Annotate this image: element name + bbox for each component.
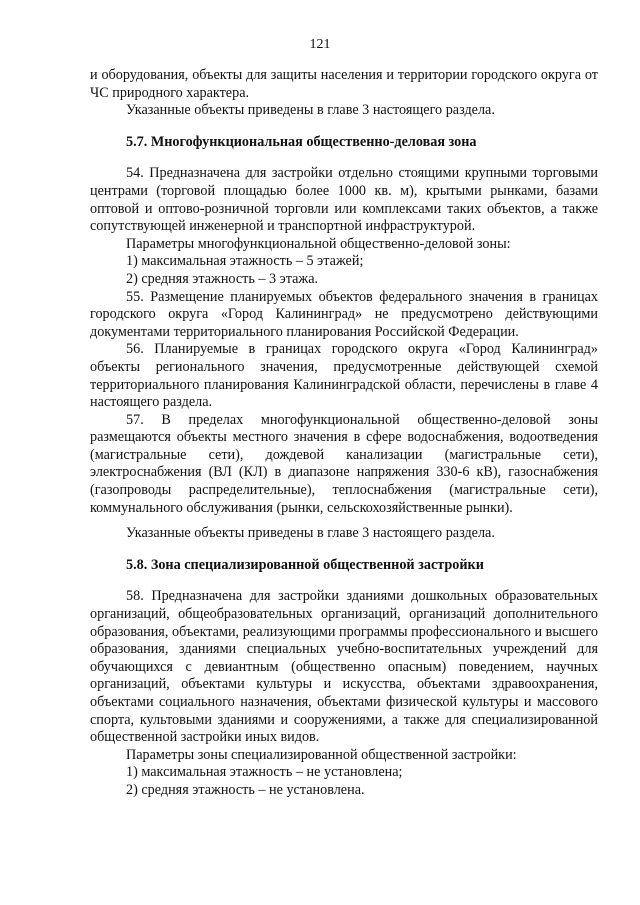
page-number: 121 [309,37,331,52]
paragraph-56: 56. Планируемые в границах городского округа «Город Калининград» объекты регионального значения, предусмотренные действующей схемой территориального планирования Калининградской области, перечислены в главе 4 настоящего раздела. [90,341,598,411]
chapter-reference-note: Указанные объекты приведены в главе 3 настоящего раздела. [126,102,495,119]
zone-params-title: Параметры зоны специализированной общественной застройки: [126,746,517,763]
paragraph-54: 54. Предназначена для застройки отдельно стоящими крупными торговыми центрами (торговой площадью более 1000 кв. м), крытыми рынками, базами оптовой и оптово-розничной торговли или комплексами таких объектов, а также сопутствующей инженерной и транспортной инфраструктурой. [90,165,598,235]
page-content [90,67,598,800]
section-heading-5-8: 5.8. Зона специализированной общественной застройки [126,556,484,573]
continued-paragraph: и оборудования, объекты для защиты населения и территории городского округа от ЧС природного характера. [90,67,598,101]
paragraph-55: 55. Размещение планируемых объектов федерального значения в границах городского округа «Город Калининград» не предусмотрено действующими документами территориального планирования Российской Федерации. [90,288,598,340]
param-max-floors: 1) максимальная этажность – 5 этажей; [126,253,364,270]
section-heading-5-7: 5.7. Многофункциональная общественно-деловая зона [126,133,477,150]
chapter-reference-note: Указанные объекты приведены в главе 3 настоящего раздела. [126,525,495,542]
paragraph-57: 57. В пределах многофункциональной общественно-деловой зоны размещаются объекты местного значения в сфере водоснабжения, водоотведения (магистральные сети), дождевой канализации (магистральные сети), электроснабжения (ВЛ (КЛ) в диапазоне напряжения 330-6 кВ), газоснабжения (газопроводы распределительные), теплоснабжения (магистральные сети), коммунального обслуживания (рынки, сельскохозяйственные рынки). [90,411,598,516]
paragraph-58: 58. Предназначена для застройки зданиями дошкольных образовательных организаций, общеобразовательных организаций, организаций дополнительного образования, объектами, реализующими программы профессионального и высшего образования, зданиями специальных учебно-воспитательных учреждений для обучающихся с девиантным (общественно опасным) поведением, научных организаций, объектами культуры и искусства, объектами здравоохранения, объектами социального назначения, объектами физической культуры и массового спорта, культовыми зданиями и сооружениями, а также для специализированной общественной застройки иных видов. [90,588,598,746]
param-max-floors: 1) максимальная этажность – не установлена; [126,764,403,781]
zone-params-title: Параметры многофункциональной общественно-деловой зоны: [126,235,511,252]
param-avg-floors: 2) средняя этажность – не установлена. [126,781,365,798]
param-avg-floors: 2) средняя этажность – 3 этажа. [126,270,319,287]
